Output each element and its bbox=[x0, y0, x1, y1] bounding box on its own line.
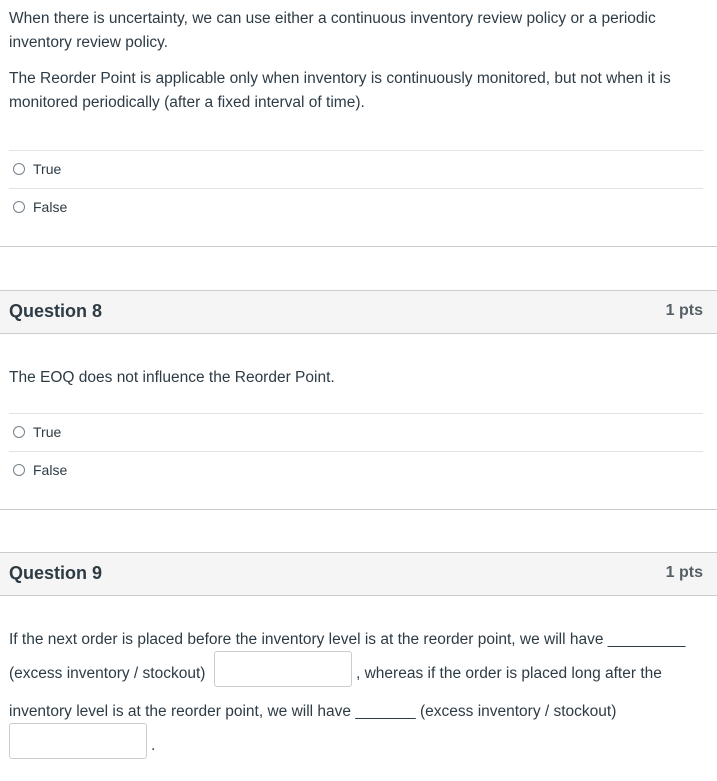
radio-icon[interactable] bbox=[13, 163, 25, 175]
radio-icon[interactable] bbox=[13, 201, 25, 213]
radio-icon[interactable] bbox=[13, 426, 25, 438]
question-points: 1 pts bbox=[665, 302, 703, 319]
question-7-paragraph-1: When there is uncertainty, we can use either a continuous inventory review policy or a periodic inventory review policy. bbox=[9, 10, 656, 51]
question-separator bbox=[0, 246, 717, 247]
q7-option-false[interactable] bbox=[9, 188, 703, 225]
option-label: False bbox=[33, 198, 68, 215]
question-9-line-3: inventory level is at the reorder point, we will have _______ (excess inventory / stockout) bbox=[9, 703, 617, 720]
question-9-end-period: . bbox=[151, 737, 156, 754]
question-9-line-2a: (excess inventory / stockout) bbox=[9, 665, 206, 682]
question-9-header bbox=[0, 552, 717, 596]
question-separator bbox=[0, 509, 717, 510]
question-points: 1 pts bbox=[665, 564, 703, 581]
option-label: True bbox=[33, 423, 62, 440]
question-title: Question 8 bbox=[9, 301, 103, 321]
blank-answer-input-2[interactable] bbox=[9, 723, 147, 759]
question-7-paragraph-2: The Reorder Point is applicable only when inventory is continuously monitored, but not when it is monitored periodically (after a fixed interval of time). bbox=[9, 70, 671, 111]
question-8-header bbox=[0, 290, 717, 334]
radio-icon[interactable] bbox=[13, 464, 25, 476]
question-9-line-1: If the next order is placed before the inventory level is at the reorder point, we will have _________ bbox=[9, 631, 686, 648]
option-label: False bbox=[33, 461, 68, 478]
question-8-text: The EOQ does not influence the Reorder Point. bbox=[9, 369, 335, 386]
blank-answer-input-1[interactable] bbox=[214, 651, 352, 687]
option-label: True bbox=[33, 160, 62, 177]
question-9-line-2b: , whereas if the order is placed long after the bbox=[356, 665, 662, 682]
q8-option-false[interactable] bbox=[9, 451, 703, 488]
q7-option-true[interactable] bbox=[9, 150, 703, 187]
question-title: Question 9 bbox=[9, 563, 103, 583]
q8-option-true[interactable] bbox=[9, 413, 703, 450]
